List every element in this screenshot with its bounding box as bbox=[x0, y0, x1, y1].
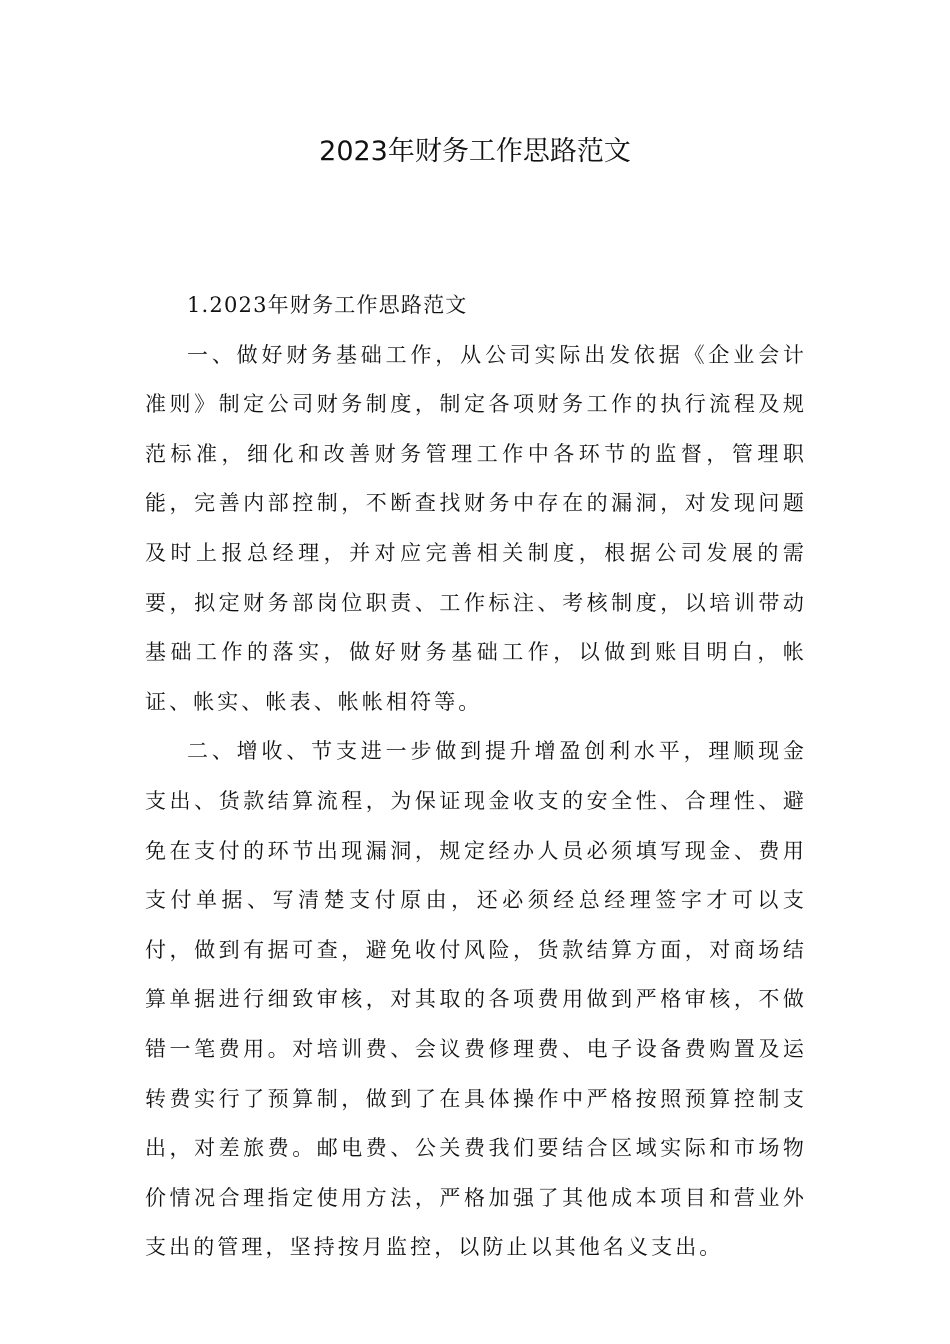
document-body bbox=[145, 281, 807, 1273]
paragraph-1: 一、做好财务基础工作，从公司实际出发依据《企业会计准则》制定公司财务制度，制定各项财务工作的执行流程及规范标准，细化和改善财务管理工作中各环节的监督，管理职能，完善内部控制，不断查找财务中存在的漏洞，对发现问题及时上报总经理，并对应完善相关制度，根据公司发展的需要，拟定财务部岗位职责、工作标注、考核制度，以培训带动基础工作的落实，做好财务基础工作，以做到账目明白，帐证、帐实、帐表、帐帐相符等。 bbox=[145, 342, 807, 714]
document-title: 2023年财务工作思路范文 bbox=[319, 136, 631, 167]
section-heading: 1.2023年财务工作思路范文 bbox=[187, 293, 468, 317]
paragraph-2: 二、增收、节支进一步做到提升增盈创利水平，理顺现金支出、货款结算流程，为保证现金收支的安全性、合理性、避免在支付的环节出现漏洞，规定经办人员必须填写现金、费用支付单据、写清楚支付原由，还必须经总经理签字才可以支付，做到有据可查，避免收付风险，货款结算方面，对商场结算单据进行细致审核，对其取的各项费用做到严格审核，不做错一笔费用。对培训费、会议费修理费、电子设备费购置及运转费实行了预算制，做到了在具体操作中严格按照预算控制支出，对差旅费。邮电费、公关费我们要结合区域实际和市场物价情况合理指定使用方法，严格加强了其他成本项目和营业外支出的管理，坚持按月监控，以防止以其他名义支出。 bbox=[145, 739, 807, 1260]
